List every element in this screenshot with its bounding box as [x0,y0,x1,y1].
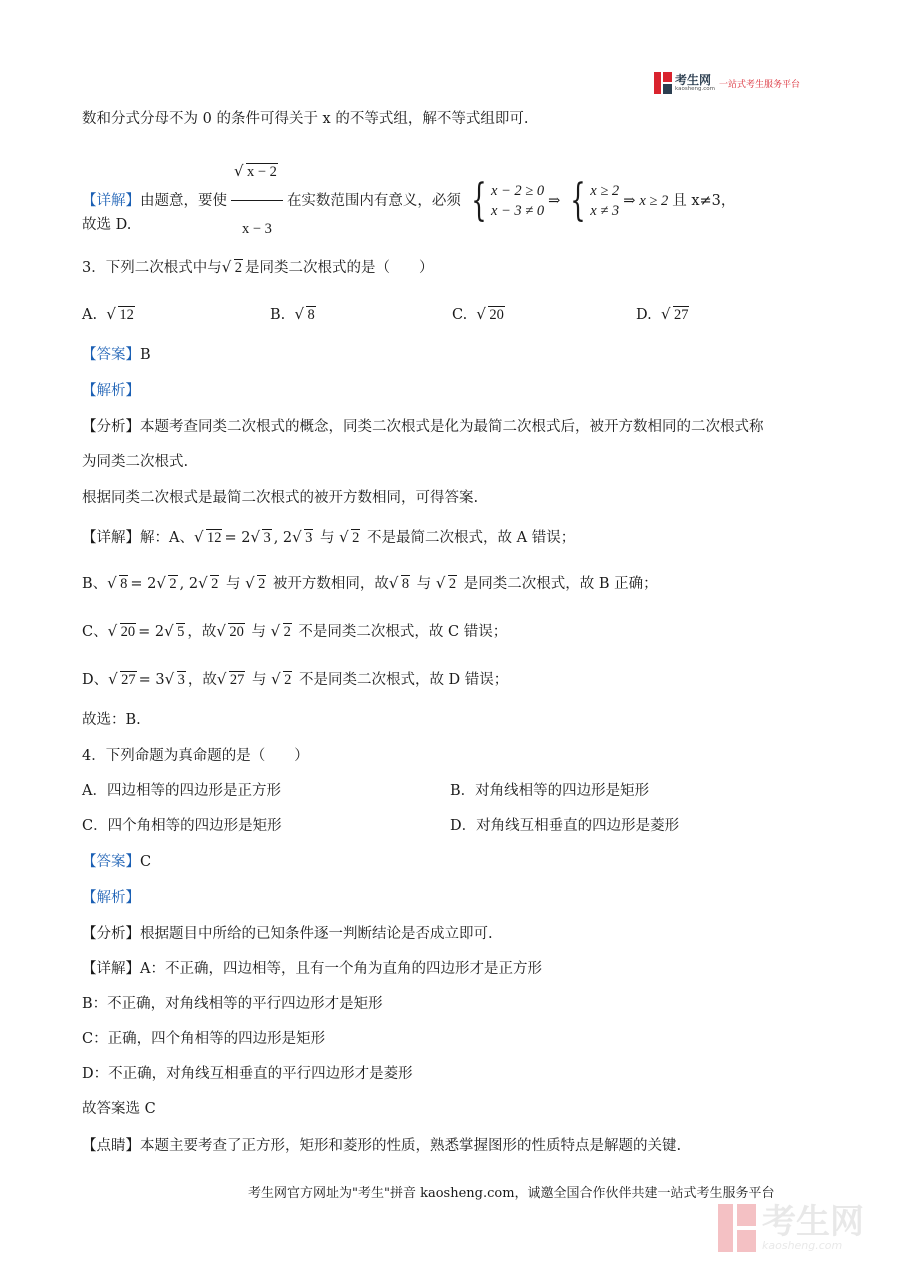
system-row: x − 3 ≠ 0 [490,202,545,219]
tag-answer: 【答案】 [82,854,140,870]
question-3 [82,258,433,278]
tag-answer: 【答案】 [82,347,140,363]
analysis-q4 [82,924,493,944]
footer-text: 考生网官方网址为"考生"拼音 kaosheng.com，诚邀全国合作伙伴共建一站式考生服务平台 [248,1186,775,1201]
text-span: 与 [320,530,335,546]
text-span: = 2 [138,624,165,640]
tag-fenxi: 【分析】 [82,926,140,942]
logo-name: 考生网 [675,72,712,87]
option-c: C．四个角相等的四边形是矩形 [82,818,282,834]
radicand: 3 [177,672,185,688]
option-b: B．对角线相等的四边形是矩形 [450,783,650,799]
conclusion-q2: 故选 D. [82,217,132,233]
text-line: 根据同类二次根式是最简二次根式的被开方数相同，可得答案. [82,490,479,506]
option-b [270,305,318,325]
math-span: x ≥ 2 [639,192,669,209]
radicand: 2 [234,260,242,276]
kaosheng-watermark-icon [718,1204,756,1252]
radicand: 20 [120,624,136,640]
detail-q4-c: C：正确，四个角相等的四边形是矩形 [82,1031,326,1047]
option-label: C. [452,307,468,323]
tag-analysis: 【解析】 [82,890,140,906]
tag-dianjing: 【点睛】 [82,1138,140,1154]
system-row: x − 2 ≥ 0 [490,182,545,199]
text-span: 本题考查同类二次根式的概念，同类二次根式是化为最简二次根式后，被开方数相同的二次根式称 [140,419,764,435]
text-span: 不是最简二次根式，故 A 错误； [367,530,576,546]
text-span: 与 [225,576,241,592]
fraction [231,146,283,255]
inequality-system-2: { x ≥ 2 x ≠ 3 [570,174,620,226]
radicand: 3 [305,530,313,546]
radicand: 12 [119,307,134,323]
radicand: 2 [284,672,292,688]
text-span: D、 [82,672,109,688]
option-a: A．四边相等的四边形是正方形 [82,783,281,799]
logo-domain: kaosheng.com [675,85,716,92]
text-span: 是同类二次根式的是（ ） [244,260,434,276]
radicand: 3 [263,530,271,546]
text-span: 解：A、 [140,530,194,546]
text-span: 与 [251,624,266,640]
text-span: 由题意，要使 [140,192,227,209]
implies-arrow: ⇒ [623,192,636,209]
text-span: 且 x≠3， [672,192,736,209]
radicand: 27 [121,672,136,688]
detail-q3-a [82,528,575,548]
radicand: 12 [206,530,222,546]
text-span: , 2 [179,576,199,592]
text-line: 为同类二次根式. [82,454,189,470]
conclusion-q4: 故答案选 C [82,1101,156,1117]
answer-q3 [82,345,151,365]
detail-q4-b: B：不正确，对角线相等的平行四边形才是矩形 [82,996,383,1012]
detail-q3-d [82,670,508,690]
logo-slogan: 一站式考生服务平台 [719,79,801,90]
kaosheng-logo-icon [654,72,672,94]
text-span: 不是同类二次根式，故 C 错误； [298,624,508,640]
text-span: 与 [416,576,432,592]
radicand: 8 [401,576,410,592]
text-span: 3．下列二次根式中与 [82,260,222,276]
answer-value: B [140,347,151,363]
text-span: 被开方数相同，故 [272,576,389,592]
tag-fenxi: 【分析】 [82,419,140,435]
fraction-denominator: x − 3 [242,221,272,237]
option-a [82,305,137,325]
text-span: , 2 [273,530,293,546]
radicand: 8 [307,307,315,323]
text-span: 不是同类二次根式，故 D 错误； [298,672,509,688]
radicand: 2 [169,576,177,592]
tag-detail: 【详解】 [82,961,140,977]
tag-analysis: 【解析】 [82,383,140,399]
text-span: 根据题目中所给的已知条件逐一判断结论是否成立即可. [140,926,493,942]
watermark [718,1201,864,1252]
radicand: 2 [448,576,457,592]
radicand: 27 [673,307,689,323]
comment-q4 [82,1136,681,1156]
header-logo [654,72,800,94]
radicand: 20 [229,624,244,640]
implies-arrow: ⇒ [548,192,561,209]
text-span: ，故 [187,624,217,640]
detail-q3-c [82,622,507,642]
conclusion-q3: 故选：B. [82,712,141,728]
text-span: = 3 [138,672,165,688]
radicand: 8 [120,576,128,592]
system-row: x ≥ 2 [590,182,620,199]
option-label: D. [636,307,652,323]
radicand: 2 [258,576,266,592]
analysis-q3 [82,417,764,437]
option-c [452,305,507,325]
detail-q4-a [82,959,542,979]
text-span: ，故 [187,672,217,688]
watermark-name: 考生网 [762,1201,864,1242]
text-span: B、 [82,576,108,592]
detail-q4-d: D：不正确，对角线互相垂直的平行四边形才是菱形 [82,1066,413,1082]
radicand: 2 [211,576,219,592]
solution-line-q2 [82,146,735,255]
text-span: A：不正确，四边相等，且有一个角为直角的四边形才是正方形 [140,961,542,977]
answer-value: C [140,854,152,870]
radicand: 20 [489,307,504,323]
tag-detail: 【详解】 [82,530,140,546]
radicand: 2 [352,530,360,546]
radicand: 27 [229,672,245,688]
option-label: B. [270,307,286,323]
option-d: D．对角线互相垂直的四边形是菱形 [450,818,680,834]
text-span: 在实数范围内有意义，必须 [286,192,461,209]
option-d [636,305,691,325]
inequality-system-1: { x − 2 ≥ 0 x − 3 ≠ 0 [471,174,545,226]
text-span: 是同类二次根式，故 B 正确； [463,576,658,592]
text-span: 与 [251,672,267,688]
option-label: A. [82,307,98,323]
question-4: 4．下列命题为真命题的是（ ） [82,748,309,764]
watermark-domain: kaosheng.com [762,1238,843,1252]
text-span: 本题主要考查了正方形，矩形和菱形的性质，熟悉掌握图形的性质特点是解题的关键. [140,1138,682,1154]
answer-q4 [82,852,151,872]
radicand: 2 [283,624,291,640]
text-span: C、 [82,624,108,640]
tag-detail: 【详解】 [82,192,140,209]
radicand: 5 [177,624,185,640]
text-span: = 2 [130,576,157,592]
fraction-numerator: x − 2 [247,164,277,180]
detail-q3-b [82,574,658,594]
text-line: 数和分式分母不为 0 的条件可得关于 x 的不等式组，解不等式组即可. [82,111,529,127]
system-row: x ≠ 3 [590,202,620,219]
text-span: = 2 [224,530,251,546]
